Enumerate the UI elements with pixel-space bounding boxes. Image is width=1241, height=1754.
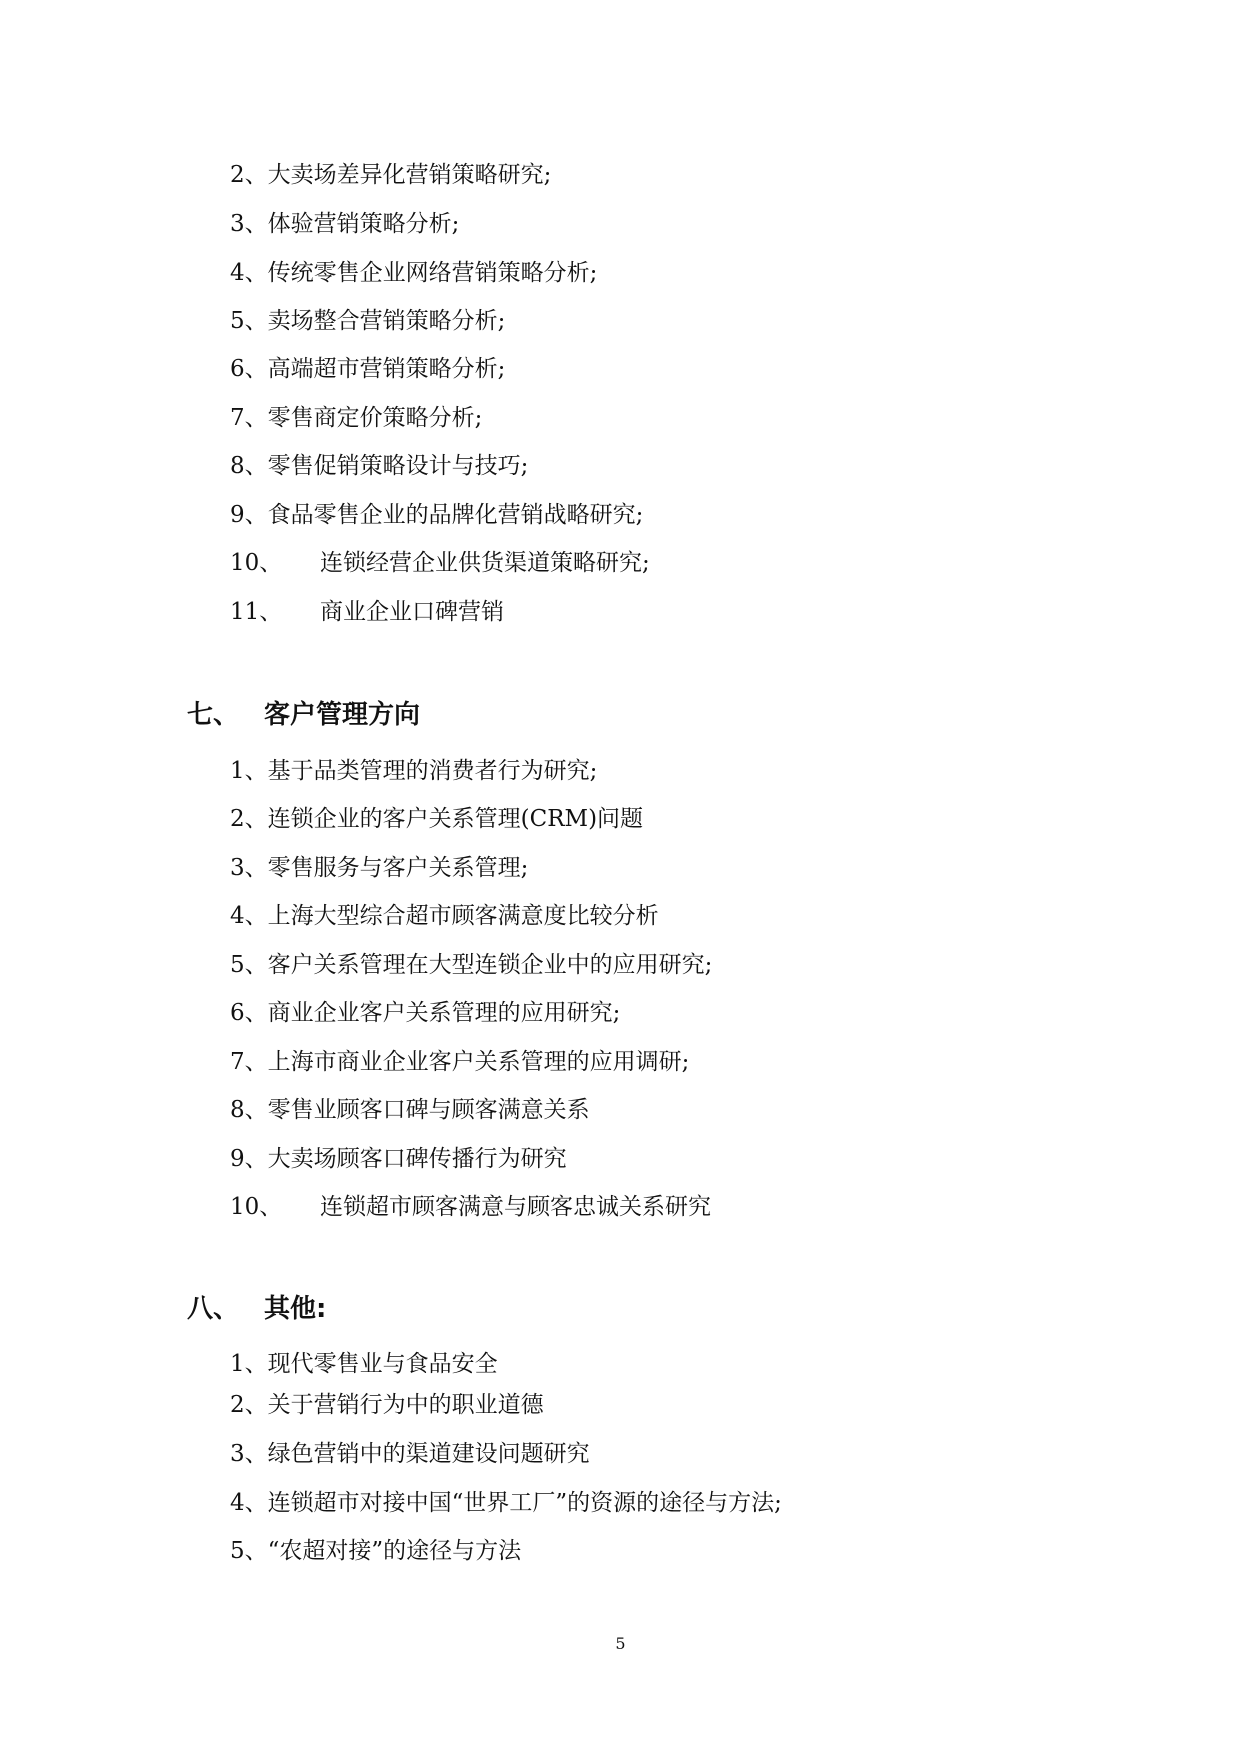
list-item: 2、关于营销行为中的职业道德 <box>230 1392 544 1418</box>
list-item: 10、 连锁经营企业供货渠道策略研究; <box>230 550 650 576</box>
section-heading: 八、 其他: <box>187 1294 327 1324</box>
list-item: 3、绿色营销中的渠道建设问题研究 <box>230 1441 590 1467</box>
list-item: 6、高端超市营销策略分析; <box>230 356 506 382</box>
list-item: 4、传统零售企业网络营销策略分析; <box>230 260 598 286</box>
list-item: 10、 连锁超市顾客满意与顾客忠诚关系研究 <box>230 1194 711 1220</box>
page-number: 5 <box>615 1634 626 1653</box>
list-item: 5、客户关系管理在大型连锁企业中的应用研究; <box>230 952 713 978</box>
list-item: 3、体验营销策略分析; <box>230 211 460 237</box>
list-item: 9、食品零售企业的品牌化营销战略研究; <box>230 502 644 528</box>
list-item: 9、大卖场顾客口碑传播行为研究 <box>230 1146 567 1172</box>
list-item: 8、零售业顾客口碑与顾客满意关系 <box>230 1097 590 1123</box>
list-item: 2、大卖场差异化营销策略研究; <box>230 162 552 188</box>
list-item: 6、商业企业客户关系管理的应用研究; <box>230 1000 621 1026</box>
list-item: 4、连锁超市对接中国“世界工厂”的资源的途径与方法; <box>230 1490 782 1516</box>
list-item: 8、零售促销策略设计与技巧; <box>230 453 529 479</box>
list-item: 2、连锁企业的客户关系管理(CRM)问题 <box>230 806 644 832</box>
list-item: 7、零售商定价策略分析; <box>230 405 483 431</box>
section-heading: 七、 客户管理方向 <box>187 700 421 730</box>
list-item: 11、 商业企业口碑营销 <box>230 599 504 625</box>
list-item: 4、上海大型综合超市顾客满意度比较分析 <box>230 903 659 929</box>
list-item: 3、零售服务与客户关系管理; <box>230 855 529 881</box>
list-item: 5、卖场整合营销策略分析; <box>230 308 506 334</box>
list-item: 1、基于品类管理的消费者行为研究; <box>230 758 598 784</box>
list-item: 1、现代零售业与食品安全 <box>230 1351 498 1377</box>
list-item: 5、“农超对接”的途径与方法 <box>230 1538 522 1564</box>
list-item: 7、上海市商业企业客户关系管理的应用调研; <box>230 1049 690 1075</box>
